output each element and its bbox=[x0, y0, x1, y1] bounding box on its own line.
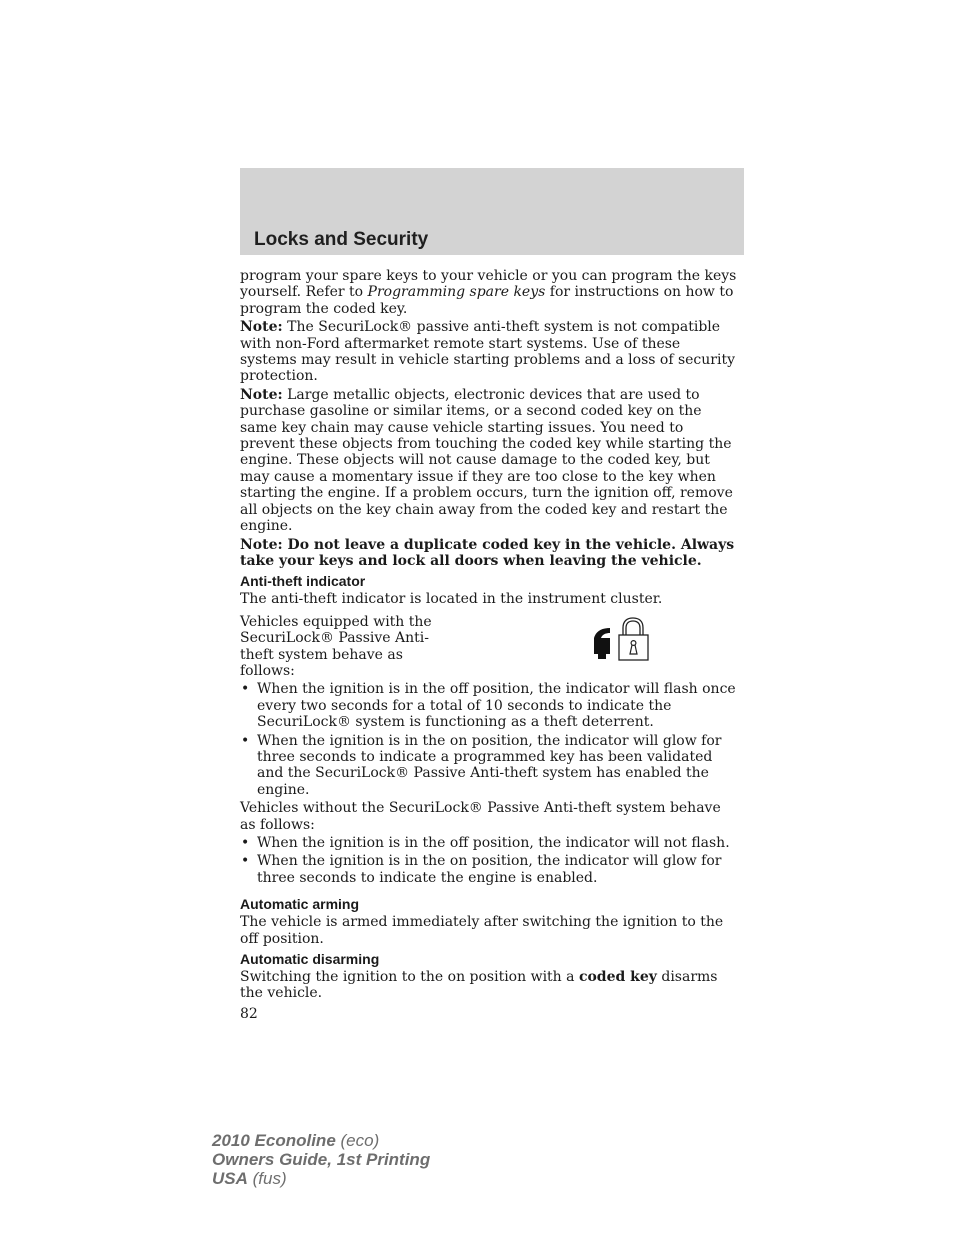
heading-automatic-arming: Automatic arming bbox=[240, 896, 360, 913]
footer-model-code: (eco) bbox=[335, 1131, 380, 1150]
footer-line-region bbox=[212, 1169, 430, 1188]
list-item: • When the ignition is in the off position, the indicator will flash once every two seconds for a total of 10 seconds to indicate the SecuriLock® system is functioning as a theft deterrent. bbox=[240, 681, 740, 730]
list-item: • When the ignition is in the on position, the indicator will glow for three seconds to indicate a programmed key has been validated and the SecuriLock® Passive Anti-theft system has enabled the engine. bbox=[240, 733, 740, 799]
note-metallic-objects bbox=[240, 387, 740, 535]
section-title: Locks and Security bbox=[254, 229, 429, 250]
document-footer bbox=[212, 1131, 430, 1188]
without-intro-text: Vehicles without the SecuriLock® Passive Anti-theft system behave as follows: bbox=[240, 800, 721, 833]
note-text: The SecuriLock® passive anti-theft system is not compatible with non-Ford aftermarket remote start systems. Use of these systems may result in vehicle starting problems and a loss of security protection. bbox=[240, 319, 735, 385]
note-duplicate-key: Note: Do not leave a duplicate coded key in the vehicle. Always take your keys and lock all doors when leaving the vehicle. bbox=[240, 536, 735, 569]
coded-key-emphasis: coded key bbox=[578, 969, 657, 986]
note-label: Note: bbox=[240, 319, 283, 336]
indicator-location-text: The anti-theft indicator is located in the instrument cluster. bbox=[240, 591, 663, 608]
note-label: Note: bbox=[240, 386, 283, 403]
disarming-text-1: Switching the ignition to the on position with a bbox=[240, 969, 579, 986]
heading-automatic-disarming: Automatic disarming bbox=[240, 951, 380, 968]
equipped-behavior-list bbox=[240, 681, 740, 798]
car-padlock-icon bbox=[592, 616, 650, 662]
equipped-intro-row bbox=[240, 614, 740, 680]
equipped-intro-text: Vehicles equipped with the SecuriLock® Passive Anti-theft system behave as follows: bbox=[240, 613, 432, 679]
note-remote-start bbox=[240, 319, 740, 385]
intro-text-1: program your spare keys to your vehicle or you can program the keys yourself. Refer to bbox=[240, 268, 737, 301]
note-text: Large metallic objects, electronic devices that are used to purchase gasoline or similar items, or a second coded key on the same key chain may cause vehicle starting issues. You need to prevent these objects from touching the coded key while starting the engine. These objects will not cause damage to the coded key, but may cause a momentary issue if they are too close to the key when starting the engine. If a problem occurs, turn the ignition off, remove all objects on the key chain away from the coded key and restart the engine. bbox=[240, 386, 733, 535]
heading-anti-theft-indicator: Anti-theft indicator bbox=[240, 573, 366, 590]
footer-model: 2010 Econoline bbox=[212, 1131, 336, 1150]
disarming-text bbox=[240, 969, 740, 1002]
section-header-band bbox=[240, 168, 744, 255]
footer-line-model bbox=[212, 1131, 430, 1150]
intro-text-2: for instructions on how to program the coded key. bbox=[240, 284, 734, 317]
footer-region: USA bbox=[212, 1169, 248, 1188]
page-content bbox=[240, 268, 740, 1024]
list-item: • When the ignition is in the off position, the indicator will not flash. bbox=[240, 835, 740, 851]
list-item: • When the ignition is in the on position, the indicator will glow for three seconds to indicate the engine is enabled. bbox=[240, 853, 740, 886]
page-number: 82 bbox=[240, 1005, 258, 1022]
disarming-text-2: disarms the vehicle. bbox=[240, 969, 718, 1002]
programming-spare-keys-reference: Programming spare keys bbox=[367, 284, 546, 301]
footer-line-edition: Owners Guide, 1st Printing bbox=[212, 1150, 431, 1169]
arming-text: The vehicle is armed immediately after switching the ignition to the off position. bbox=[240, 914, 724, 947]
intro-paragraph bbox=[240, 268, 740, 317]
without-behavior-list bbox=[240, 835, 740, 886]
footer-region-code: (fus) bbox=[247, 1169, 287, 1188]
